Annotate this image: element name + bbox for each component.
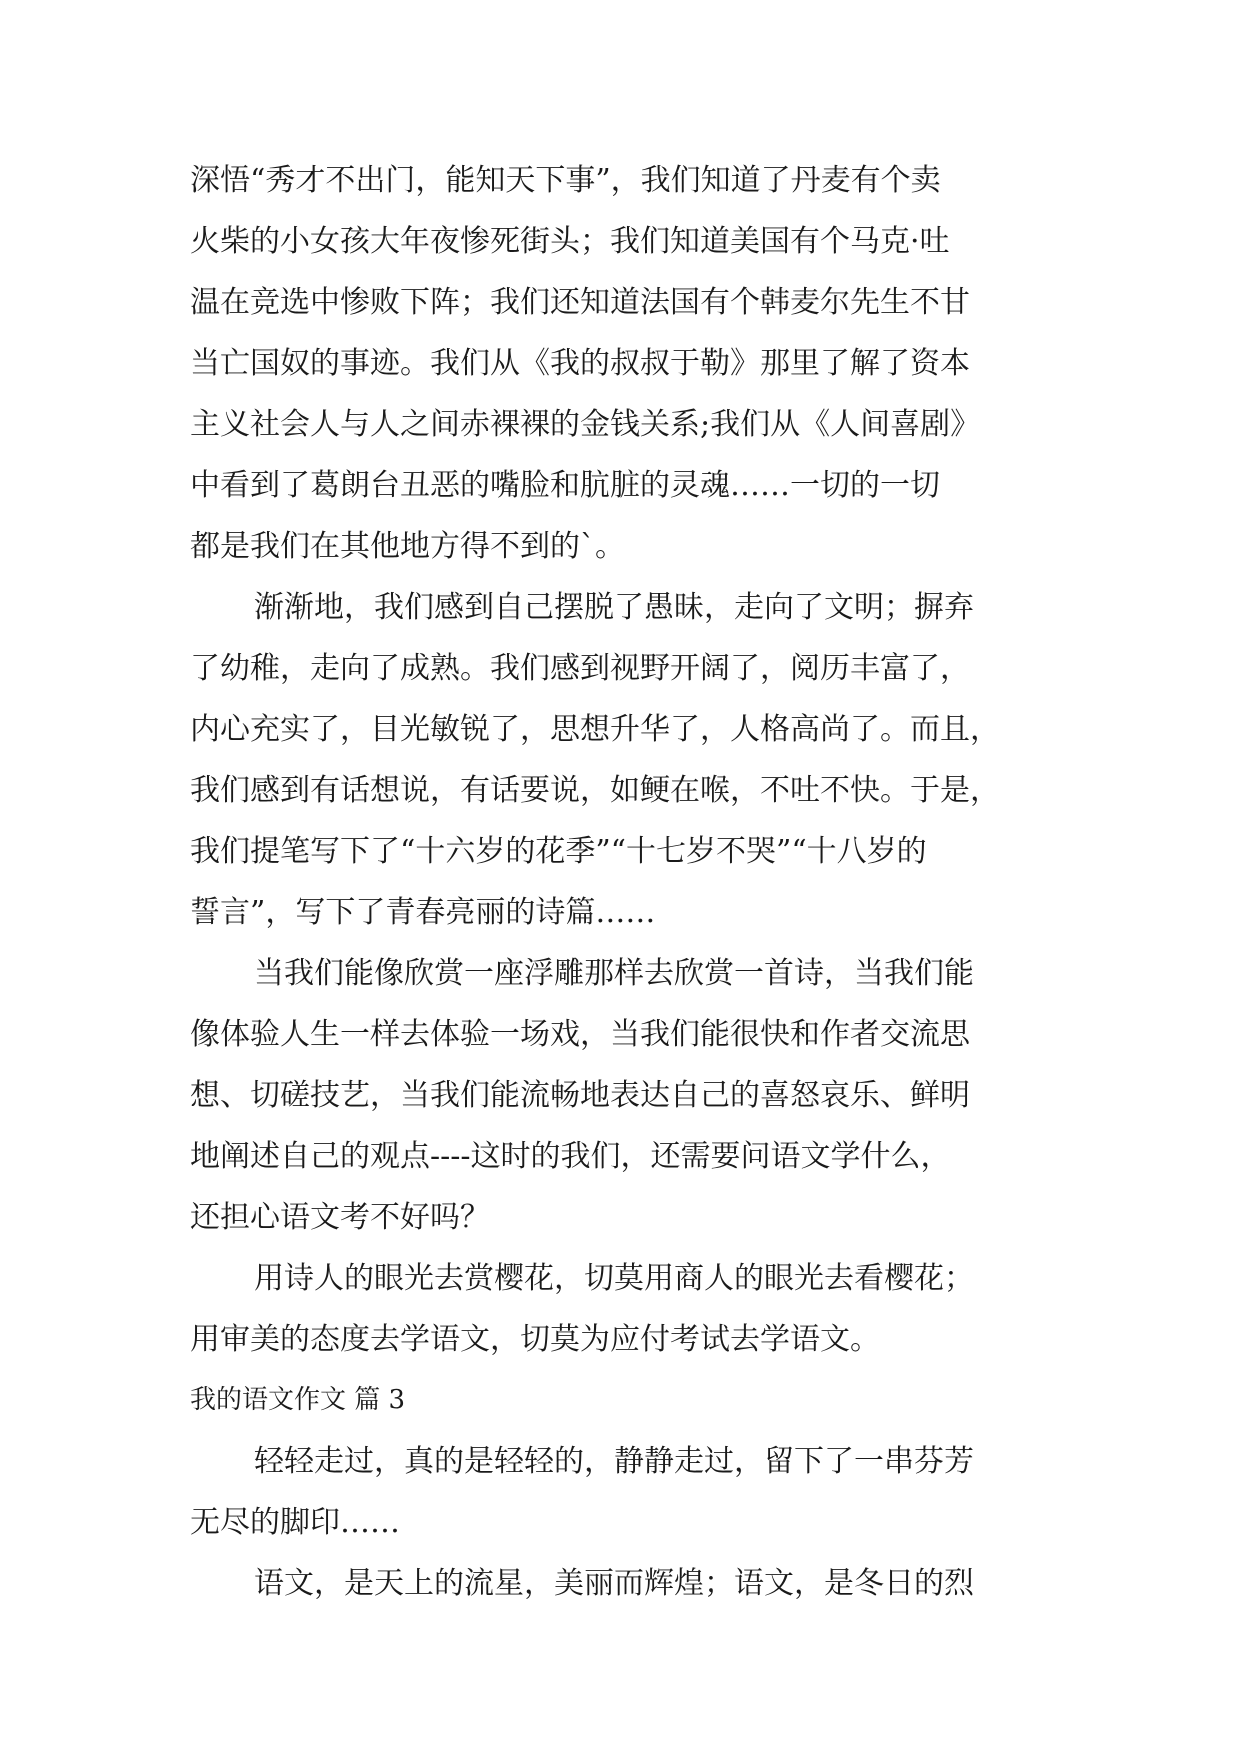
essay-body	[190, 150, 1060, 1614]
paragraph-first-line: 语文，是天上的流星，美丽而辉煌；语文，是冬日的烈	[254, 1566, 974, 1601]
text-line: 用审美的态度去学语文，切莫为应付考试去学语文。	[190, 1322, 880, 1357]
text-line: 内心充实了，目光敏锐了，思想升华了，人格高尚了。而且，	[190, 712, 1000, 747]
text-line: 当亡国奴的事迹。我们从《我的叔叔于勒》那里了解了资本	[190, 346, 970, 381]
text-line: 像体验人生一样去体验一场戏，当我们能很快和作者交流思	[190, 1017, 970, 1052]
text-line: 主义社会人与人之间赤裸裸的金钱关系;我们从《人间喜剧》	[190, 407, 981, 442]
text-line: 无尽的脚印……	[190, 1505, 400, 1540]
text-line: 地阐述自己的观点----这时的我们，还需要问语文学什么，	[190, 1139, 951, 1174]
text-line: 中看到了葛朗台丑恶的嘴脸和肮脏的灵魂……一切的一切	[190, 468, 940, 503]
text-line: 深悟“秀才不出门，能知天下事”，我们知道了丹麦有个卖	[190, 163, 941, 198]
text-line: 我们感到有话想说，有话要说，如鲠在喉，不吐不快。于是，	[190, 773, 1000, 808]
text-line: 还担心语文考不好吗？	[190, 1200, 490, 1235]
text-line: 我们提笔写下了“十六岁的花季”“十七岁不哭”“十八岁的	[190, 834, 927, 869]
paragraph-first-line: 用诗人的眼光去赏樱花，切莫用商人的眼光去看樱花；	[254, 1261, 974, 1296]
text-line: 温在竞选中惨败下阵；我们还知道法国有个韩麦尔先生不甘	[190, 285, 970, 320]
text-line: 了幼稚，走向了成熟。我们感到视野开阔了，阅历丰富了，	[190, 651, 970, 686]
paragraph-first-line: 当我们能像欣赏一座浮雕那样去欣赏一首诗，当我们能	[254, 956, 974, 991]
text-line: 誓言”，写下了青春亮丽的诗篇……	[190, 895, 656, 930]
section-heading: 我的语文作文 篇 3	[190, 1385, 406, 1415]
paragraph-first-line: 轻轻走过，真的是轻轻的，静静走过，留下了一串芬芳	[254, 1444, 974, 1479]
paragraph-first-line: 渐渐地，我们感到自己摆脱了愚昧，走向了文明；摒弃	[254, 590, 974, 625]
text-line: 想、切磋技艺，当我们能流畅地表达自己的喜怒哀乐、鲜明	[190, 1078, 970, 1113]
text-line: 都是我们在其他地方得不到的`。	[190, 529, 625, 564]
text-line: 火柴的小女孩大年夜惨死街头；我们知道美国有个马克·吐	[190, 224, 950, 259]
